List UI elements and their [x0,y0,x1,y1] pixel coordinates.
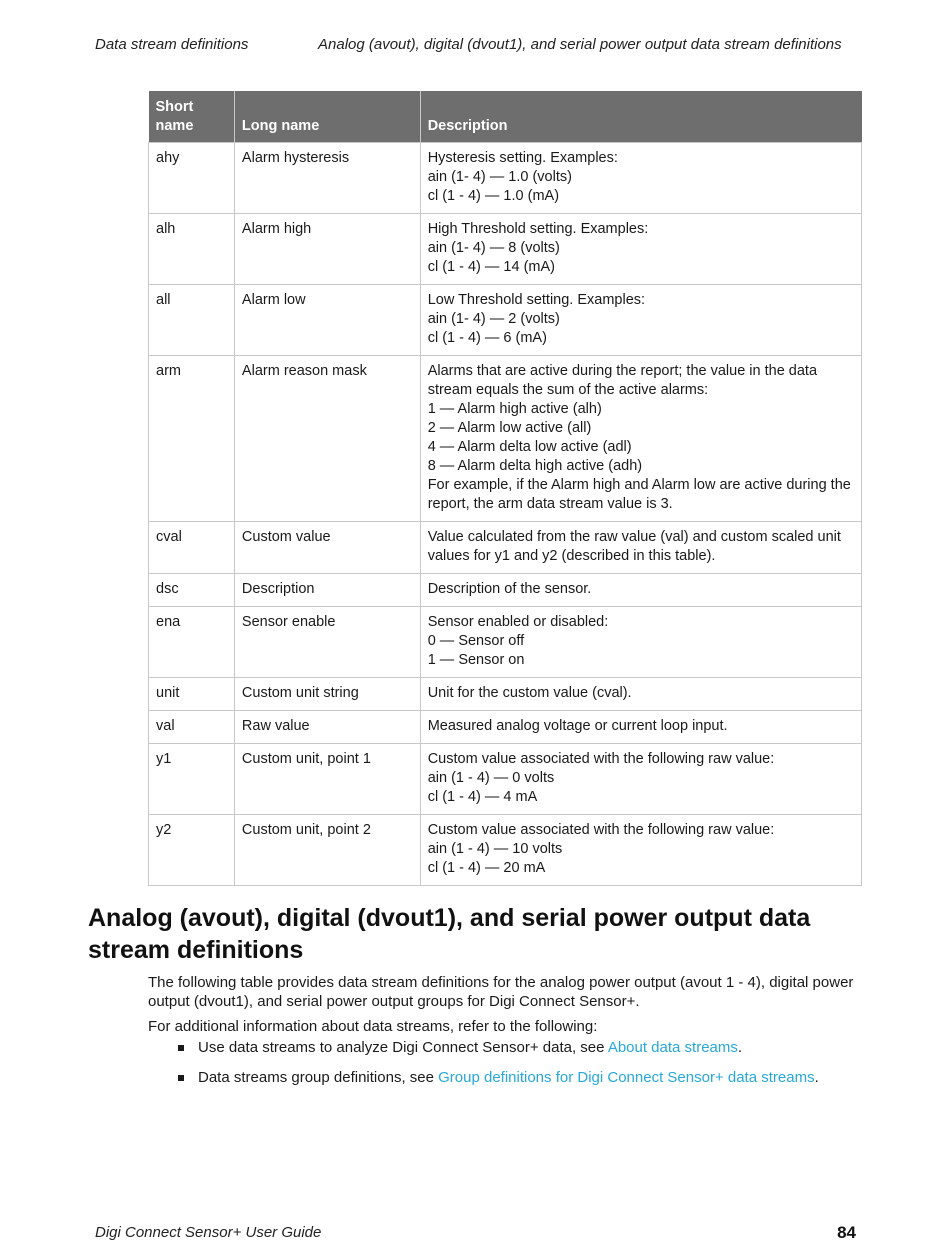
description-line: Unit for the custom value (cval). [427,685,632,701]
short-name-cell: unit [149,678,235,711]
long-name-cell: Alarm reason mask [234,356,420,522]
description-cell [420,574,861,607]
description-line: 8 — Alarm delta high active (adh) [427,458,643,474]
short-name-cell: alh [149,214,235,285]
table-row [149,214,862,285]
description-line: 1 — Alarm high active (alh) [427,401,602,417]
description-line: 0 — Sensor off [427,633,525,649]
short-name-cell: cval [149,522,235,574]
description-line: cl (1 - 4) — 1.0 (mA) [427,188,560,204]
section-heading: Analog (avout), digital (dvout1), and serial power output data stream definitions [88,904,811,964]
description-line: Custom value associated with the following raw value: [427,751,775,767]
table-row [149,744,862,815]
long-name-cell: Alarm low [234,285,420,356]
column-header-description: Description [420,91,861,143]
short-name-cell: val [149,711,235,744]
description-line: ain (1- 4) — 8 (volts) [427,240,560,256]
list-item-text: Use data streams to analyze Digi Connect Sensor+ data, see [198,1039,608,1056]
long-name-cell: Custom unit string [234,678,420,711]
description-cell [420,678,861,711]
long-name-cell: Sensor enable [234,607,420,678]
description-line: cl (1 - 4) — 14 (mA) [427,259,555,275]
description-line: Custom value associated with the following raw value: [427,822,775,838]
table-row [149,143,862,214]
list-item-suffix: . [737,1039,743,1056]
description-cell [420,214,861,285]
short-name-cell: y2 [149,815,235,886]
column-header-short-name: Short name [149,91,235,143]
long-name-cell: Custom unit, point 1 [234,744,420,815]
long-name-cell: Alarm high [234,214,420,285]
group-definitions-link[interactable]: Group definitions for Digi Connect Sensor+ data streams [438,1069,815,1086]
description-line: Value calculated from the raw value (val) and custom scaled unit values for y1 and y2 (described in this table). [427,529,841,564]
description-line: For example, if the Alarm high and Alarm low are active during the report, the arm data stream value is 3. [427,477,851,512]
description-cell [420,815,861,886]
description-cell [420,711,861,744]
long-name-cell: Custom value [234,522,420,574]
table-header-row [149,91,862,143]
about-data-streams-link[interactable]: About data streams [607,1039,738,1056]
list-item-suffix: . [814,1069,819,1086]
description-line: Hysteresis setting. Examples: [427,150,618,166]
list-item [176,1038,866,1057]
long-name-cell: Description [234,574,420,607]
description-line: ain (1 - 4) — 0 volts [427,770,555,786]
description-line: Sensor enabled or disabled: [427,614,609,630]
running-header-right: Analog (avout), digital (dvout1), and serial power output data stream definitions [318,36,842,53]
intro-paragraph: The following table provides data stream definitions for the analog power output (avout 1 - 4), digital power output (dvout1), and serial power output groups for Digi Connect Sensor+. [148,974,854,1010]
short-name-cell: all [149,285,235,356]
description-line: ain (1- 4) — 2 (volts) [427,311,560,327]
description-line: High Threshold setting. Examples: [427,221,649,237]
description-line: Description of the sensor. [427,581,592,597]
short-name-cell: ena [149,607,235,678]
table-row [149,678,862,711]
short-name-cell: ahy [149,143,235,214]
description-line: cl (1 - 4) — 20 mA [427,860,546,876]
table-row [149,356,862,522]
description-line: 2 — Alarm low active (all) [427,420,592,436]
description-cell [420,285,861,356]
bullet-square-icon [178,1045,184,1051]
description-line: cl (1 - 4) — 4 mA [427,789,538,805]
reference-list [176,1038,866,1098]
description-cell [420,607,861,678]
description-line: 4 — Alarm delta low active (adl) [427,439,632,455]
table-row [149,711,862,744]
table-row [149,522,862,574]
reference-paragraph: For additional information about data streams, refer to the following: [148,1018,598,1035]
long-name-cell: Custom unit, point 2 [234,815,420,886]
description-line: Alarms that are active during the report; the value in the data stream equals the sum of the active alarms: [427,363,818,398]
footer-guide-title: Digi Connect Sensor+ User Guide [95,1224,322,1241]
description-line: ain (1 - 4) — 10 volts [427,841,563,857]
bullet-square-icon [178,1075,184,1081]
description-cell [420,744,861,815]
data-stream-table [148,91,862,886]
description-line: Low Threshold setting. Examples: [427,292,646,308]
table-row [149,815,862,886]
table-row [149,607,862,678]
description-cell [420,522,861,574]
short-name-cell: y1 [149,744,235,815]
description-cell [420,356,861,522]
list-item [176,1068,866,1087]
long-name-cell: Alarm hysteresis [234,143,420,214]
description-cell [420,143,861,214]
description-line: 1 — Sensor on [427,652,525,668]
running-header-left: Data stream definitions [95,36,249,53]
description-line: Measured analog voltage or current loop input. [427,718,728,734]
short-name-cell: dsc [149,574,235,607]
long-name-cell: Raw value [234,711,420,744]
table-row [149,285,862,356]
description-line: ain (1- 4) — 1.0 (volts) [427,169,572,185]
page-number: 84 [837,1223,856,1242]
column-header-long-name: Long name [234,91,420,143]
table-row [149,574,862,607]
short-name-cell: arm [149,356,235,522]
description-line: cl (1 - 4) — 6 (mA) [427,330,547,346]
list-item-text: Data streams group definitions, see [198,1069,439,1086]
